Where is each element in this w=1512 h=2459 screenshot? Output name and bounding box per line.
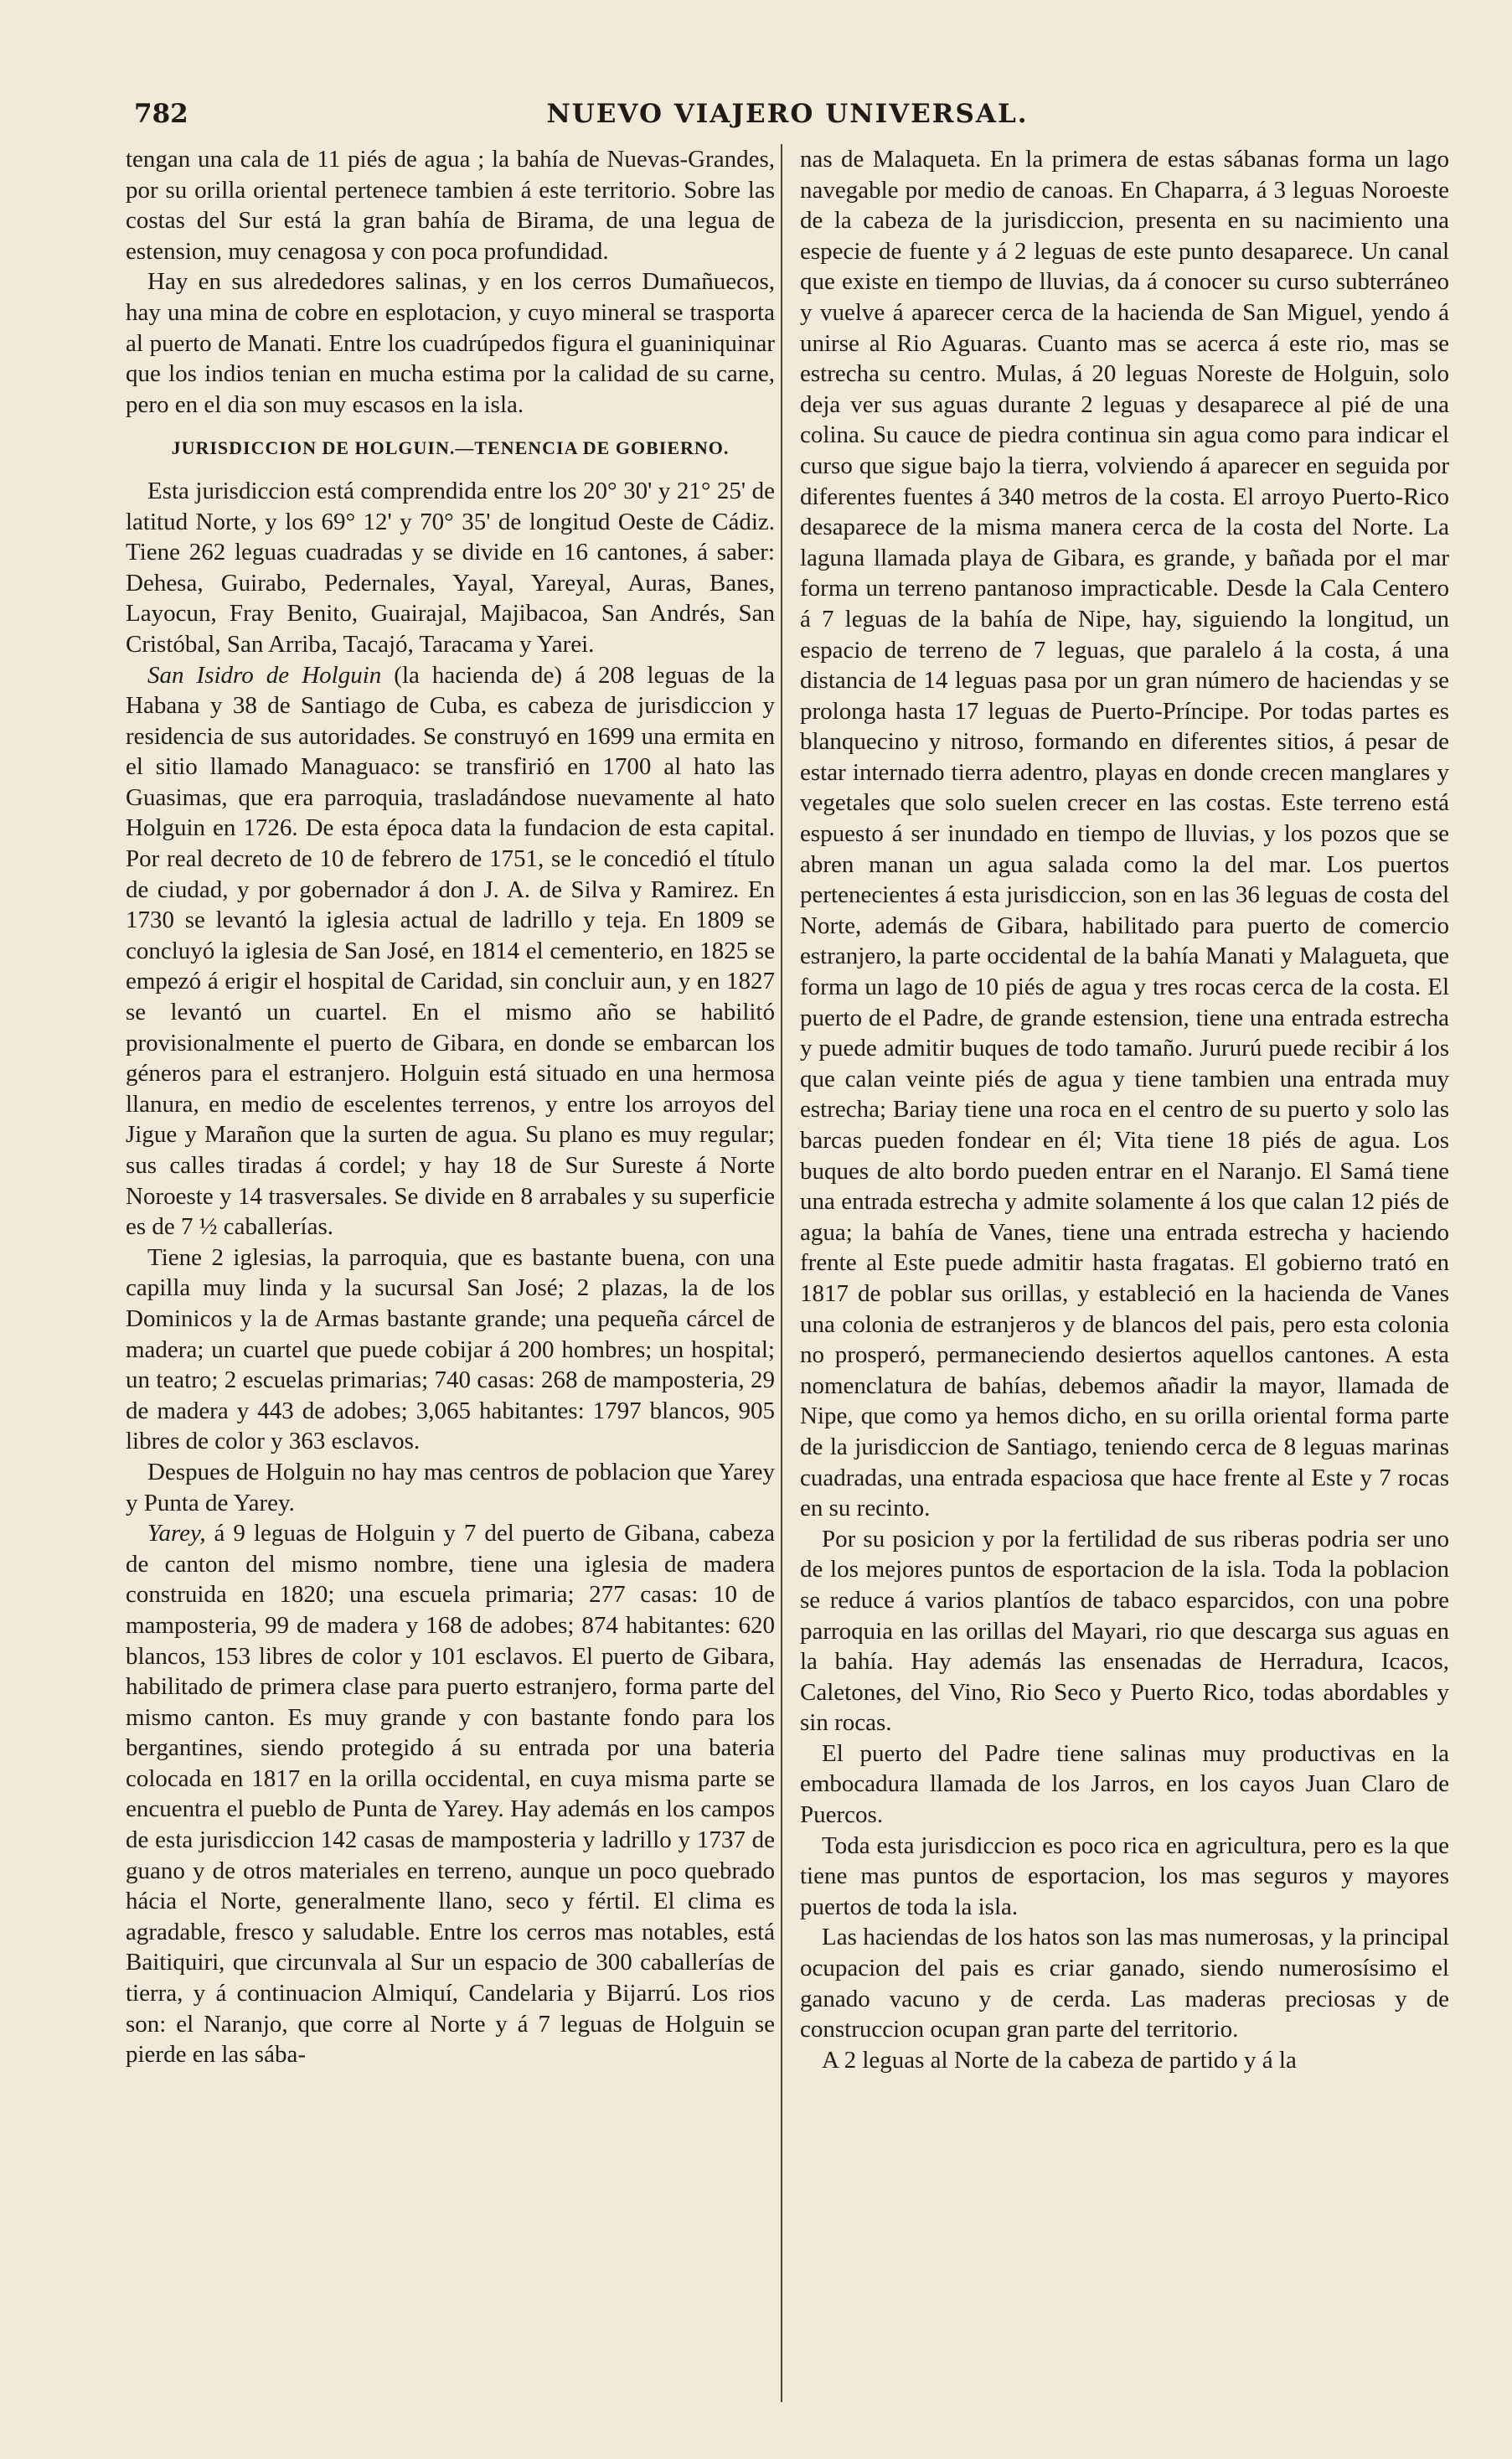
paragraph: Hay en sus alrededores salinas, y en los cerros Dumañuecos, hay una mina de cobre en esplotacion, y cuyo mineral se trasporta al puerto de Manati. Entre los cuadrúpedos figura el guaniniquinar que los indios tenian en mucha estima por la calidad de su carne, pero en el dia son muy escasos en la isla. <box>126 268 775 418</box>
place-name: San Isidro de Holguin <box>147 661 382 689</box>
running-title: NUEVO VIAJERO UNIVERSAL. <box>546 99 1029 129</box>
paragraph: Por su posicion y por la fertilidad de sus riberas podria ser uno de los mejores puntos de esportacion de la isla. Toda la poblacion se reduce á varios plantíos de tabaco esparcidos, con una pobre parroquia en las orillas del Mayari, rio que descarga sus aguas en la bahía. Hay además las ensenadas de Herradura, Icacos, Caletones, del Vino, Rio Seco y Puerto Rico, todas abordables y sin rocas. <box>800 1525 1449 1737</box>
place-name: Yarey, <box>147 1520 206 1547</box>
page-header <box>126 99 1449 141</box>
page-number: 782 <box>134 99 188 129</box>
paragraph <box>126 660 775 1242</box>
heading-part: TENENCIA DE GOBIERNO. <box>474 437 730 459</box>
right-column <box>800 144 1449 2075</box>
paragraph: Tiene 2 iglesias, la parroquia, que es bastante buena, con una capilla muy linda y la sucursal San José; 2 plazas, la de los Dominicos y la de Armas bastante grande; una pequeña cárcel de madera; un cuartel que puede cobijar á 200 hombres; un hospital; un teatro; 2 escuelas primarias; 740 casas: 268 de mamposteria, 29 de madera y 443 de adobes; 3,065 habitantes: 1797 blancos, 905 libres de color y 363 esclavos. <box>126 1243 775 1455</box>
paragraph: Las haciendas de los hatos son las mas numerosas, y la principal ocupacion del pais es criar ganado, siendo numerosísimo el ganado vacuno y de cerda. Las maderas preciosas y de construccion ocupan gran parte del territorio. <box>800 1924 1449 2043</box>
paragraph <box>126 1518 775 2070</box>
paragraph: Esta jurisdiccion está comprendida entre los 20° 30' y 21° 25' de latitud Norte, y los 69° 12' y 70° 35' de longitud Oeste de Cádiz. Tiene 262 leguas cuadradas y se divide en 16 cantones, á saber: Dehesa, Guirabo, Pedernales, Yayal, Yareyal, Auras, Banes, Layocun, Fray Benito, Guairajal, Majibacoa, San Andrés, San Cristóbal, San Arriba, Tacajó, Taracama y Yarei. <box>126 477 775 658</box>
paragraph: A 2 leguas al Norte de la cabeza de partido y á la <box>822 2046 1297 2074</box>
paragraph-text: (la hacienda de) á 208 leguas de la Habana y 38 de Santiago de Cuba, es cabeza de jurisdiccion y residencia de sus autoridades. Se construyó en 1699 una ermita en el sitio llamado Managuaco: se transfirió en 1700 al hato las Guasimas, que era parroquia, trasladándose nuevamente al hato Holguin en 1726. De esta época data la fundacion de esta capital. Por real decreto de 10 de febrero de 1751, se le concedió el título de ciudad, y por gobernador á don J. A. de Silva y Ramirez. En 1730 se levantó la iglesia actual de ladrillo y teja. En 1809 se concluyó la iglesia de San José, en 1814 el cementerio, en 1825 se empezó á erigir el hospital de Caridad, sin concluir aun, y en 1827 se levantó un cuartel. En el mismo año se habilitó provisionalmente el puerto de Gibara, en donde se embarcan los géneros para el estranjero. Holguin está situado en una hermosa llanura, en medio de escelentes terrenos, y entre los arroyos del Jigue y Marañon que la surten de agua. Su plano es muy regular; sus calles tiradas á cordel; y hay 18 de Sur Sureste á Norte Noroeste y 14 trasversales. Se divide en 8 arrabales y su superficie es de 7 ½ caballerías. <box>126 661 775 1241</box>
paragraph: tengan una cala de 11 piés de agua ; la bahía de Nuevas-Grandes, por su orilla oriental pertenece tambien á este territorio. Sobre las costas del Sur está la gran bahía de Birama, de una legua de estension, muy cenagosa y con poca profundidad. <box>126 146 775 265</box>
paragraph: Despues de Holguin no hay mas centros de poblacion que Yarey y Punta de Yarey. <box>126 1458 775 1516</box>
paragraph-text: á 9 leguas de Holguin y 7 del puerto de Gibana, cabeza de canton del mismo nombre, tiene una iglesia de madera construida en 1820; una escuela primaria; 277 casas: 10 de mamposteria, 99 de madera y 168 de adobes; 874 habitantes: 620 blancos, 153 libres de color y 101 esclavos. El puerto de Gibara, habilitado de primera clase para puerto estranjero, forma parte del mismo canton. Es muy grande y con bastante fondo para los bergantines, siendo protegido á su entrada por una bateria colocada en 1817 en la orilla occidental, en cuya misma parte se encuentra el pueblo de Punta de Yarey. Hay además en los campos de esta jurisdiccion 142 casas de mamposteria y ladrillo y 1737 de guano y de otros materiales en terreno, aunque un poco quebrado hácia el Norte, generalmente llano, seco y fértil. El clima es agradable, fresco y saludable. Entre los cerros mas notables, está Baitiquiri, que circunvala al Sur un espacio de 300 caballerías de tierra, y á continuacion Almiquí, Candelaria y Bijarrú. Los rios son: el Naranjo, que corre al Norte y á 7 leguas de Holguin se pierde en las sába- <box>126 1520 775 2069</box>
paragraph: nas de Malaqueta. En la primera de estas sábanas forma un lago navegable por medio de canoas. En Chaparra, á 3 leguas Noroeste de la cabeza de la jurisdiccion, presenta en su nacimiento una especie de fuente y á 2 leguas de este punto desaparece. Un canal que existe en tiempo de lluvias, da á conocer su curso subterráneo y vuelve á aparecer cerca de la hacienda de San Miguel, yendo á unirse al Rio Aguaras. Cuanto mas se acerca á este rio, mas se estrecha su centro. Mulas, á 20 leguas Noreste de Holguin, solo deja ver sus aguas durante 2 leguas y desaparece al pié de una colina. Su cauce de piedra continua sin agua como para indicar el curso que sigue bajo la tierra, volviendo á aparecer en seguida por diferentes fuentes á 340 metros de la costa. El arroyo Puerto-Rico desaparece de la misma manera cerca de la costa del Norte. La laguna llamada playa de Gibara, es grande, y bañada por el mar forma un terreno pantanoso impracticable. Desde la Cala Centero á 7 leguas de la bahía de Nipe, hay, siguiendo la longitud, un espacio de terreno de 7 leguas, que paralelo á la costa, á una distancia de 14 leguas pasa por un gran número de haciendas y se prolonga hasta 17 leguas de Puerto-Príncipe. Por todas partes es blanquecino y nitroso, formando en diferentes sitios, á pesar de estar internado tierra adentro, playas en donde crecen manglares y vegetales que solo suelen crecer en las costas. Este terreno está espuesto á ser inundado en tiempo de lluvias, y los pozos que se abren manan un agua salada como la del mar. Los puertos pertenecientes á esta jurisdiccion, son en las 36 leguas de costa del Norte, además de Gibara, habilitado para puerto de comercio estranjero, la parte occidental de la bahía Manati y Malagueta, que forma un lago de 10 piés de agua y tres rocas cerca de la costa. El puerto de el Padre, de grande estension, tiene una entrada estrecha y puede admitir buques de todo tamaño. Jururú puede recibir á los que calan veinte piés de agua y tiene tambien una entrada muy estrecha; Bariay tiene una roca en el centro de su puerto y solo las barcas pueden fondear en él; Vita tiene 18 piés de agua. Los buques de alto bordo pueden entrar en el Naranjo. El Samá tiene una entrada estrecha y admite solamente á los que calan 12 piés de agua; la bahía de Vanes, tiene una entrada estrecha y haciendo frente al Este puede admitir hasta fragatas. El gobierno trató en 1817 de poblar sus orillas, y estableció en la hacienda de Vanes una colonia de estranjeros y de blancos del pais, pero esta colonia no prosperó, permaneciendo desiertos aquellos cantones. A esta nomenclatura de bahías, debemos añadir la mayor, llamada de Nipe, que como ya hemos dicho, en su orilla oriental forma parte de la jurisdiccion de Santiago, teniendo cerca de 8 leguas marinas cuadradas, una entrada espaciosa que hace frente al Este y 7 rocas en su recinto. <box>800 146 1449 1522</box>
heading-part: JURISDICCION DE HOLGUIN. <box>171 437 456 459</box>
column-divider <box>781 144 782 2402</box>
heading-dash: — <box>455 437 475 459</box>
left-column <box>126 144 775 2070</box>
paragraph: Toda esta jurisdiccion es poco rica en agricultura, pero es la que tiene mas puntos de esportacion, los mas seguros y mayores puertos de toda la isla. <box>800 1831 1449 1920</box>
paragraph: El puerto del Padre tiene salinas muy productivas en la embocadura llamada de los Jarros, en los cayos Juan Claro de Puercos. <box>800 1739 1449 1829</box>
section-heading <box>126 433 775 464</box>
